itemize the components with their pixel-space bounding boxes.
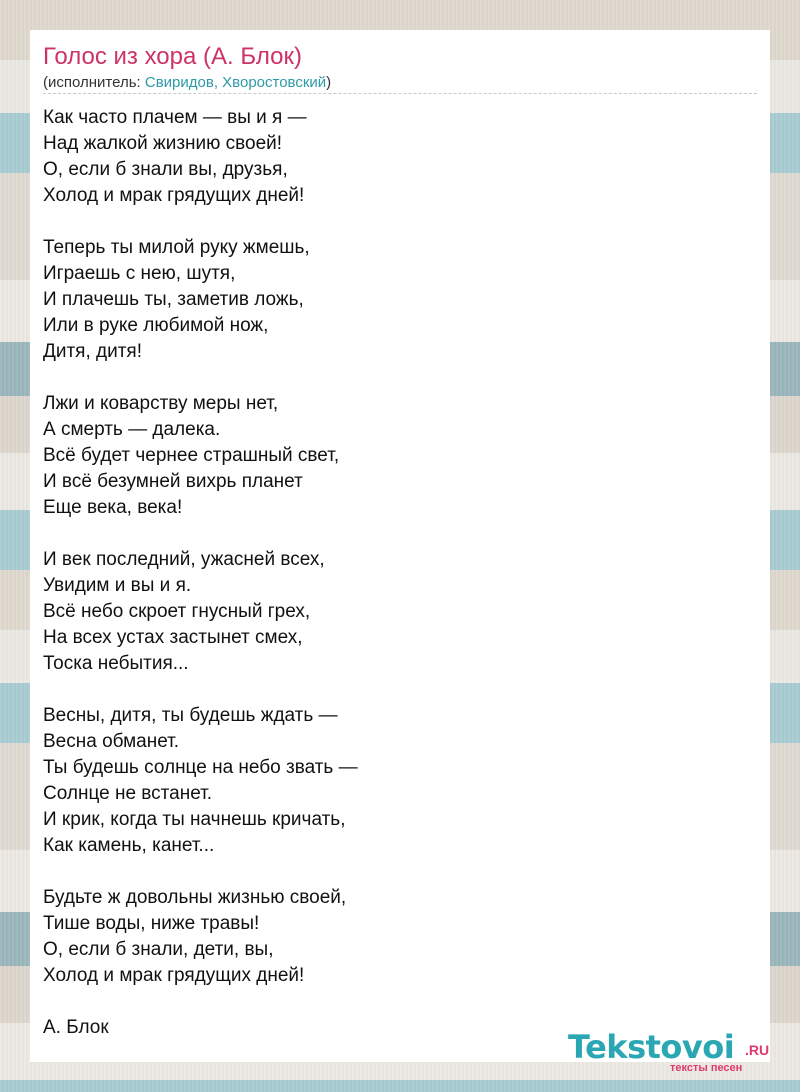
lyric-line: Всё будет чернее страшный свет, — [43, 445, 340, 466]
lyric-line: И плачешь ты, заметив ложь, — [43, 289, 304, 310]
performer-link[interactable]: Свиридов, Хворостовский — [144, 74, 327, 91]
lyric-line: И век последний, ужасней всех, — [43, 549, 325, 570]
lyric-line: Дитя, дитя! — [43, 341, 142, 362]
lyric-line: На всех устах застынет смех, — [43, 627, 303, 648]
lyric-line: Будьте ж довольны жизнью своей, — [43, 887, 347, 908]
stanza — [43, 105, 358, 209]
lyric-line: Еще века, века! — [43, 497, 183, 518]
lyric-line: Весна обманет. — [43, 731, 180, 752]
lyric-line: Тише воды, ниже травы! — [43, 913, 260, 934]
lyric-line: Лжи и коварству меры нет, — [43, 393, 279, 414]
lyric-line: Ты будешь солнце на небо звать — — [43, 757, 358, 778]
lyric-line: Всё небо скроет гнусный грех, — [43, 601, 311, 622]
lyric-line: О, если б знали вы, друзья, — [43, 159, 288, 180]
stanza — [43, 703, 358, 859]
performer-prefix: (исполнитель: — [43, 74, 145, 91]
lyric-line: Над жалкой жизнию своей! — [43, 133, 283, 154]
lyrics-author: А. Блок — [43, 1017, 109, 1038]
performer-line — [43, 73, 331, 93]
lyric-line: О, если б знали, дети, вы, — [43, 939, 274, 960]
lyric-line: Холод и мрак грядущих дней! — [43, 185, 305, 206]
lyric-line: Теперь ты милой руку жмешь, — [43, 237, 310, 258]
site-logo[interactable] — [568, 1028, 773, 1074]
lyrics-text — [43, 105, 358, 1015]
lyric-line: И крик, когда ты начнешь кричать, — [43, 809, 346, 830]
stanza — [43, 547, 358, 677]
lyric-line: Весны, дитя, ты будешь ждать — — [43, 705, 338, 726]
lyric-line: И всё безумней вихрь планет — [43, 471, 303, 492]
lyric-line: Играешь с нею, шутя, — [43, 263, 236, 284]
lyric-line: Как камень, канет... — [43, 835, 215, 856]
logo-name: Tekstovoi — [568, 1028, 735, 1066]
stanza — [43, 235, 358, 365]
stanza — [43, 885, 358, 989]
song-title: Голос из хора (А. Блок) — [43, 43, 302, 70]
lyric-line: А смерть — далека. — [43, 419, 221, 440]
lyric-line: Холод и мрак грядущих дней! — [43, 965, 305, 986]
lyric-line: Солнце не встанет. — [43, 783, 213, 804]
logo-domain: .RU — [745, 1042, 770, 1058]
lyric-line: Тоска небытия... — [43, 653, 189, 674]
lyric-line: Или в руке любимой нож, — [43, 315, 269, 336]
lyric-line: Увидим и вы и я. — [43, 575, 192, 596]
dashed-divider — [43, 93, 757, 94]
performer-suffix: ) — [326, 74, 332, 91]
logo-tagline: тексты песен — [670, 1062, 743, 1074]
stanza — [43, 391, 358, 521]
lyric-line: Как часто плачем — вы и я — — [43, 107, 307, 128]
